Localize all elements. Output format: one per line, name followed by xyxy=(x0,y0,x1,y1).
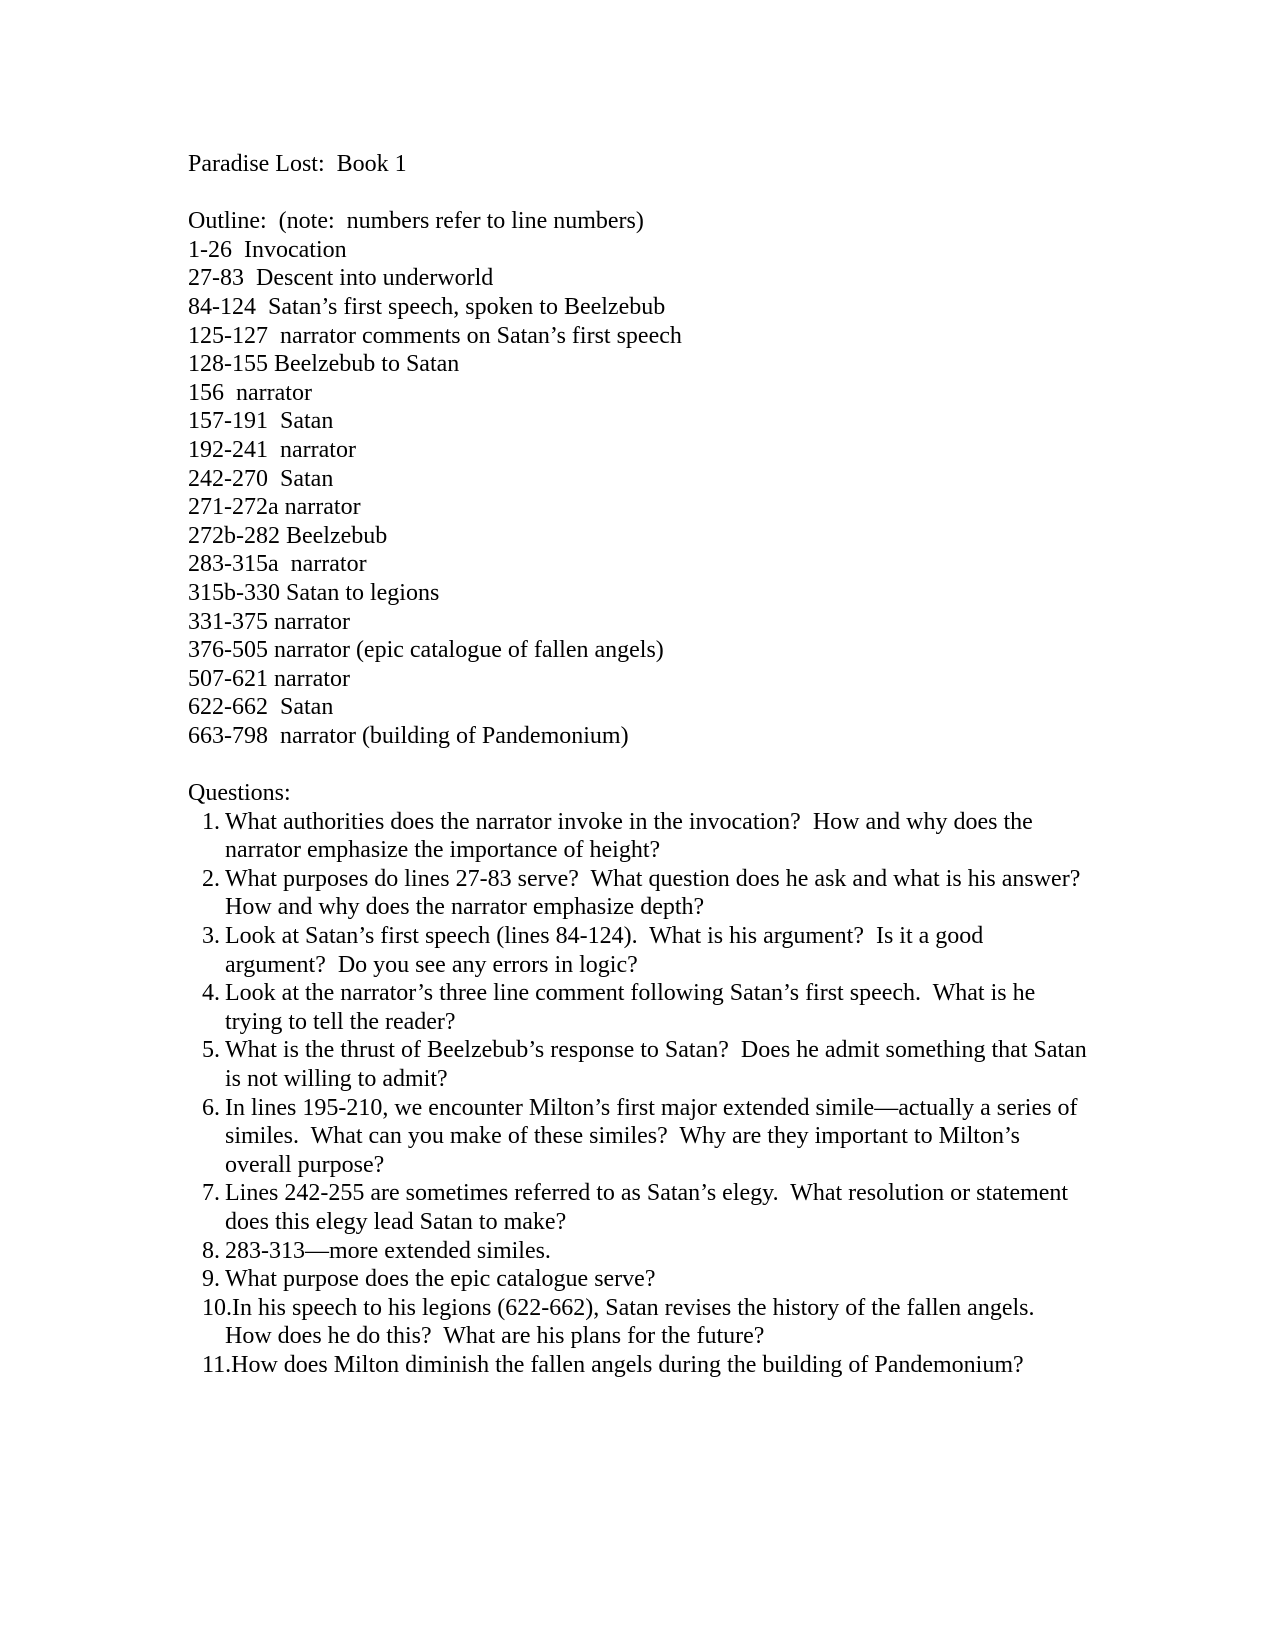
question-text: In his speech to his legions (622-662), Satan revises the history of the fallen angels. How does he do this? What are his plans for the future? xyxy=(225,1294,1047,1350)
question-number: 10. xyxy=(202,1294,232,1321)
outline-item: 507-621 narrator xyxy=(188,665,350,692)
question-text: What is the thrust of Beelzebub’s response to Satan? Does he admit something that Satan is not willing to admit? xyxy=(225,1037,1093,1092)
question-text: What purposes do lines 27-83 serve? What question does he ask and what is his answer? How and why does the narrator emphasize depth? xyxy=(225,865,1093,921)
outline-item: 272b-282 Beelzebub xyxy=(188,522,388,549)
question-number: 2. xyxy=(202,865,220,892)
question-number: 11. xyxy=(202,1351,232,1378)
question-item xyxy=(188,1265,1088,1294)
question-item xyxy=(188,1179,1088,1236)
outline-item: 242-270 Satan xyxy=(188,465,334,492)
outline-item: 84-124 Satan’s first speech, spoken to Beelzebub xyxy=(188,293,666,320)
outline-item: 125-127 narrator comments on Satan’s first speech xyxy=(188,322,682,349)
question-text: In lines 195-210, we encounter Milton’s first major extended simile—actually a series of similes. What can you make of these similes? Why are they important to Milton’s overall purpose? xyxy=(225,1094,1084,1178)
outline-item: 622-662 Satan xyxy=(188,694,334,721)
question-item xyxy=(188,1351,1088,1380)
question-item xyxy=(188,1094,1088,1180)
question-text: 283-313—more extended similes. xyxy=(225,1237,551,1264)
outline-item: 156 narrator xyxy=(188,379,312,406)
outline-item: 376-505 narrator (epic catalogue of fallen angels) xyxy=(188,637,664,664)
outline-item: 128-155 Beelzebub to Satan xyxy=(188,351,460,378)
spacer xyxy=(188,750,1088,779)
question-item xyxy=(188,865,1093,922)
outline-item: 271-272a narrator xyxy=(188,494,361,521)
outline-item: 1-26 Invocation xyxy=(188,236,347,263)
question-item xyxy=(188,1294,1088,1351)
question-number: 3. xyxy=(202,923,220,950)
outline-item: 157-191 Satan xyxy=(188,408,334,435)
question-text: How does Milton diminish the fallen angels during the building of Pandemonium? xyxy=(231,1351,1024,1378)
question-number: 6. xyxy=(202,1094,220,1121)
question-text: Lines 242-255 are sometimes referred to as Satan’s elegy. What resolution or statement does this elegy lead Satan to make? xyxy=(225,1180,1075,1235)
page-title: Paradise Lost: Book 1 xyxy=(188,151,407,177)
outline-item: 315b-330 Satan to legions xyxy=(188,579,440,606)
outline-item: 331-375 narrator xyxy=(188,608,350,635)
question-text: Look at the narrator’s three line comment following Satan’s first speech. What is he trying to tell the reader? xyxy=(225,980,1042,1035)
question-text: Look at Satan’s first speech (lines 84-124). What is his argument? Is it a good argument? Do you see any errors in logic? xyxy=(225,923,990,978)
outline-item: 663-798 narrator (building of Pandemonium) xyxy=(188,722,629,749)
question-number: 7. xyxy=(202,1180,220,1207)
outline-heading: Outline: (note: numbers refer to line numbers) xyxy=(188,208,644,235)
question-number: 8. xyxy=(202,1237,220,1264)
outline-item: 27-83 Descent into underworld xyxy=(188,265,494,292)
question-item xyxy=(188,979,1088,1036)
question-text: What authorities does the narrator invoke in the invocation? How and why does the narrator emphasize the importance of height? xyxy=(225,808,1039,864)
question-item xyxy=(188,808,1088,865)
question-item xyxy=(188,1237,1088,1266)
question-number: 9. xyxy=(202,1266,220,1293)
question-number: 1. xyxy=(202,808,220,835)
question-item xyxy=(188,1036,1093,1093)
outline-item: 192-241 narrator xyxy=(188,436,356,463)
question-text: What purpose does the epic catalogue serve? xyxy=(225,1266,656,1293)
outline-item: 283-315a narrator xyxy=(188,551,367,578)
spacer xyxy=(188,179,1088,208)
question-item xyxy=(188,922,1088,979)
question-number: 4. xyxy=(202,980,220,1007)
question-number: 5. xyxy=(202,1037,220,1064)
questions-list xyxy=(188,808,1093,1380)
questions-heading: Questions: xyxy=(188,780,291,807)
